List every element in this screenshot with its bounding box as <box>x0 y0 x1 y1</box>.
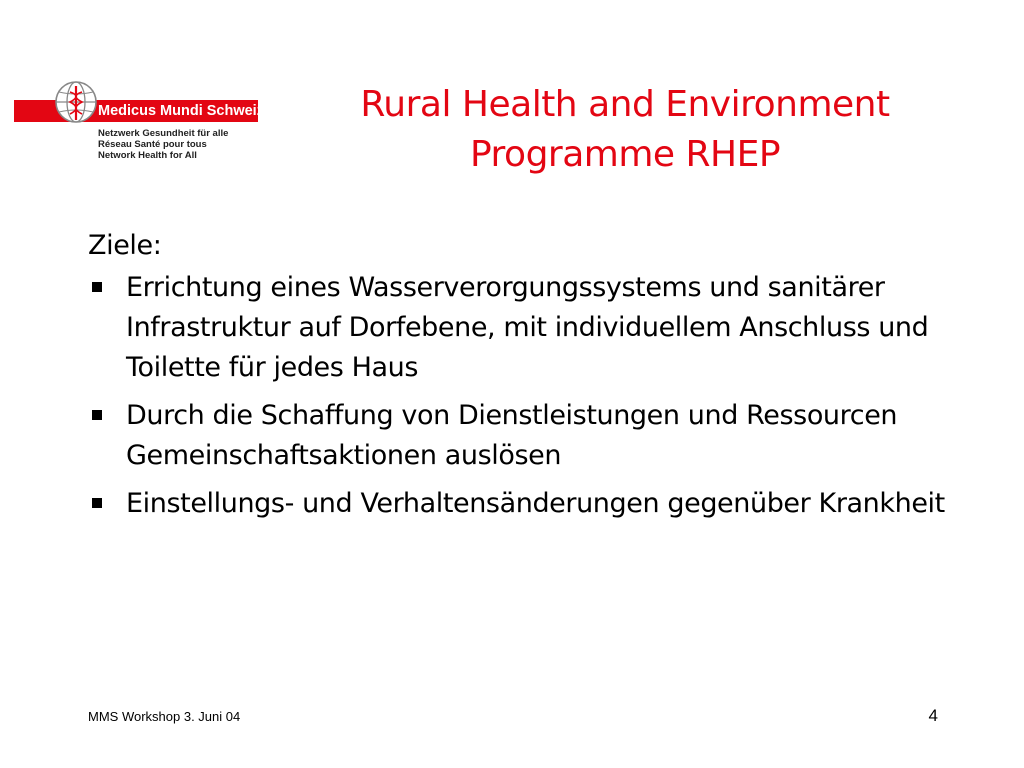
slide-title-line-2: Programme RHEP <box>469 134 781 175</box>
bullet-item <box>88 484 968 524</box>
slide-title <box>320 80 930 180</box>
square-bullet-icon <box>92 498 102 508</box>
bullet-text: Einstellungs- und Verhaltensänderungen gegenüber Krankheit <box>126 488 945 519</box>
globe-caduceus-icon <box>54 80 98 124</box>
logo-tagline-fr: Réseau Santé pour tous <box>98 139 207 150</box>
slide-content <box>88 226 968 532</box>
square-bullet-icon <box>92 410 102 420</box>
logo-tagline-de: Netzwerk Gesundheit für alle <box>98 128 229 139</box>
slide-title-line-1: Rural Health and Environment <box>360 84 890 125</box>
content-heading: Ziele: <box>88 230 162 261</box>
logo-tagline <box>98 128 228 161</box>
bullet-item <box>88 396 968 476</box>
logo-tagline-en: Network Health for All <box>98 150 197 161</box>
footer-text: MMS Workshop 3. Juni 04 <box>88 709 241 724</box>
medicus-mundi-logo <box>14 80 264 161</box>
bullet-list <box>88 268 968 524</box>
page-number: 4 <box>928 706 938 725</box>
bullet-text: Errichtung eines Wasserverorgungssystems und sanitärer Infrastruktur auf Dorfebene, mit individuellem Anschluss und Toilette für jedes Haus <box>126 272 929 383</box>
bullet-text: Durch die Schaffung von Dienstleistungen und Ressourcen Gemeinschaftsaktionen auslösen <box>126 400 898 471</box>
logo-name: Medicus Mundi Schweiz <box>98 103 264 119</box>
bullet-item <box>88 268 968 388</box>
square-bullet-icon <box>92 282 102 292</box>
